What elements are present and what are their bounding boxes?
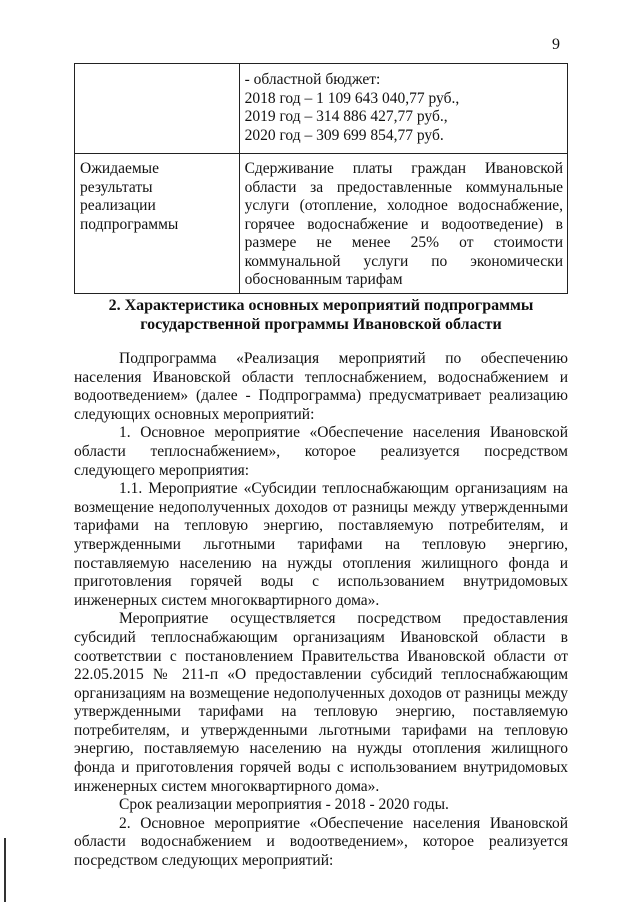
budget-line: - областной бюджет: [244, 71, 381, 88]
paragraph: 2. Основное мероприятие «Обеспечение населения Ивановской области водоснабжением и водоотведением», которое реализуется посредством следующих мероприятий: [74, 814, 568, 870]
scan-margin-mark [4, 838, 6, 902]
section-body [74, 350, 568, 871]
budget-line: 2018 год – 1 109 643 040,77 руб., [244, 89, 460, 107]
table-row [75, 64, 568, 154]
table-row [75, 154, 568, 294]
expected-results-label-cell [75, 154, 240, 294]
section-heading-line: государственной программы Ивановской области [140, 316, 502, 333]
paragraph: Подпрограмма «Реализация мероприятий по обеспечению населения Ивановской области теплоснабжением, водоснабжением и водоотведением» (далее - Подпрограмма) предусматривает реализацию следующих основных мероприятий: [74, 350, 568, 423]
budget-cell [239, 64, 567, 154]
paragraph: 1. Основное мероприятие «Обеспечение населения Ивановской области теплоснабжением», которое реализуется посредством следующего мероприятия: [74, 424, 568, 479]
budget-line: 2019 год – 314 886 427,77 руб., [244, 108, 448, 125]
subprogram-passport-table [74, 63, 568, 294]
page-number: 9 [552, 36, 560, 53]
label-line: Ожидаемые результаты [80, 160, 159, 196]
expected-results-text-cell: Сдерживание платы граждан Ивановской области за предоставленные коммунальные услуги (отопление, холодное водоснабжение, горячее водоснабжение и водоотведение) в размере не менее 25% от стоимости коммунальной услуги по экономически обоснованным тарифам [239, 154, 567, 294]
section-heading [74, 296, 568, 334]
paragraph: Срок реализации мероприятия - 2018 - 2020 годы. [119, 796, 449, 814]
section-heading-line: 2. Характеристика основных мероприятий подпрограммы [108, 297, 534, 314]
label-line: реализации [80, 197, 156, 214]
paragraph: 1.1. Мероприятие «Субсидии теплоснабжающим организациям на возмещение недополученных доходов от разницы между утвержденными тарифами на тепловую энергию, поставляемую потребителям, и утвержденными льготными тарифами на тепловую энергию, поставляемую населению на нужды отопления жилищного фонда и приготовления горячей воды с использованием внутридомовых инженерных систем многоквартирного дома». [74, 480, 568, 609]
paragraph: Мероприятие осуществляется посредством предоставления субсидий теплоснабжающим организациям Ивановской области в соответствии с постановлением Правительства Ивановской области от 22.05.2015 № 211-п «О предоставлении субсидий теплоснабжающим организациям на возмещение недополученных доходов от разницы между утвержденными тарифами на тепловую энергию, поставляемую потребителям, и утвержденными льготными тарифами на тепловую энергию, поставляемую населению на нужды отопления жилищного фонда и приготовления горячей воды с использованием внутридомовых инженерных систем многоквартирного дома». [74, 610, 568, 795]
table-cell-empty [75, 64, 240, 154]
budget-line: 2020 год – 309 699 854,77 руб. [244, 126, 444, 144]
label-line: подпрограммы [80, 215, 179, 233]
